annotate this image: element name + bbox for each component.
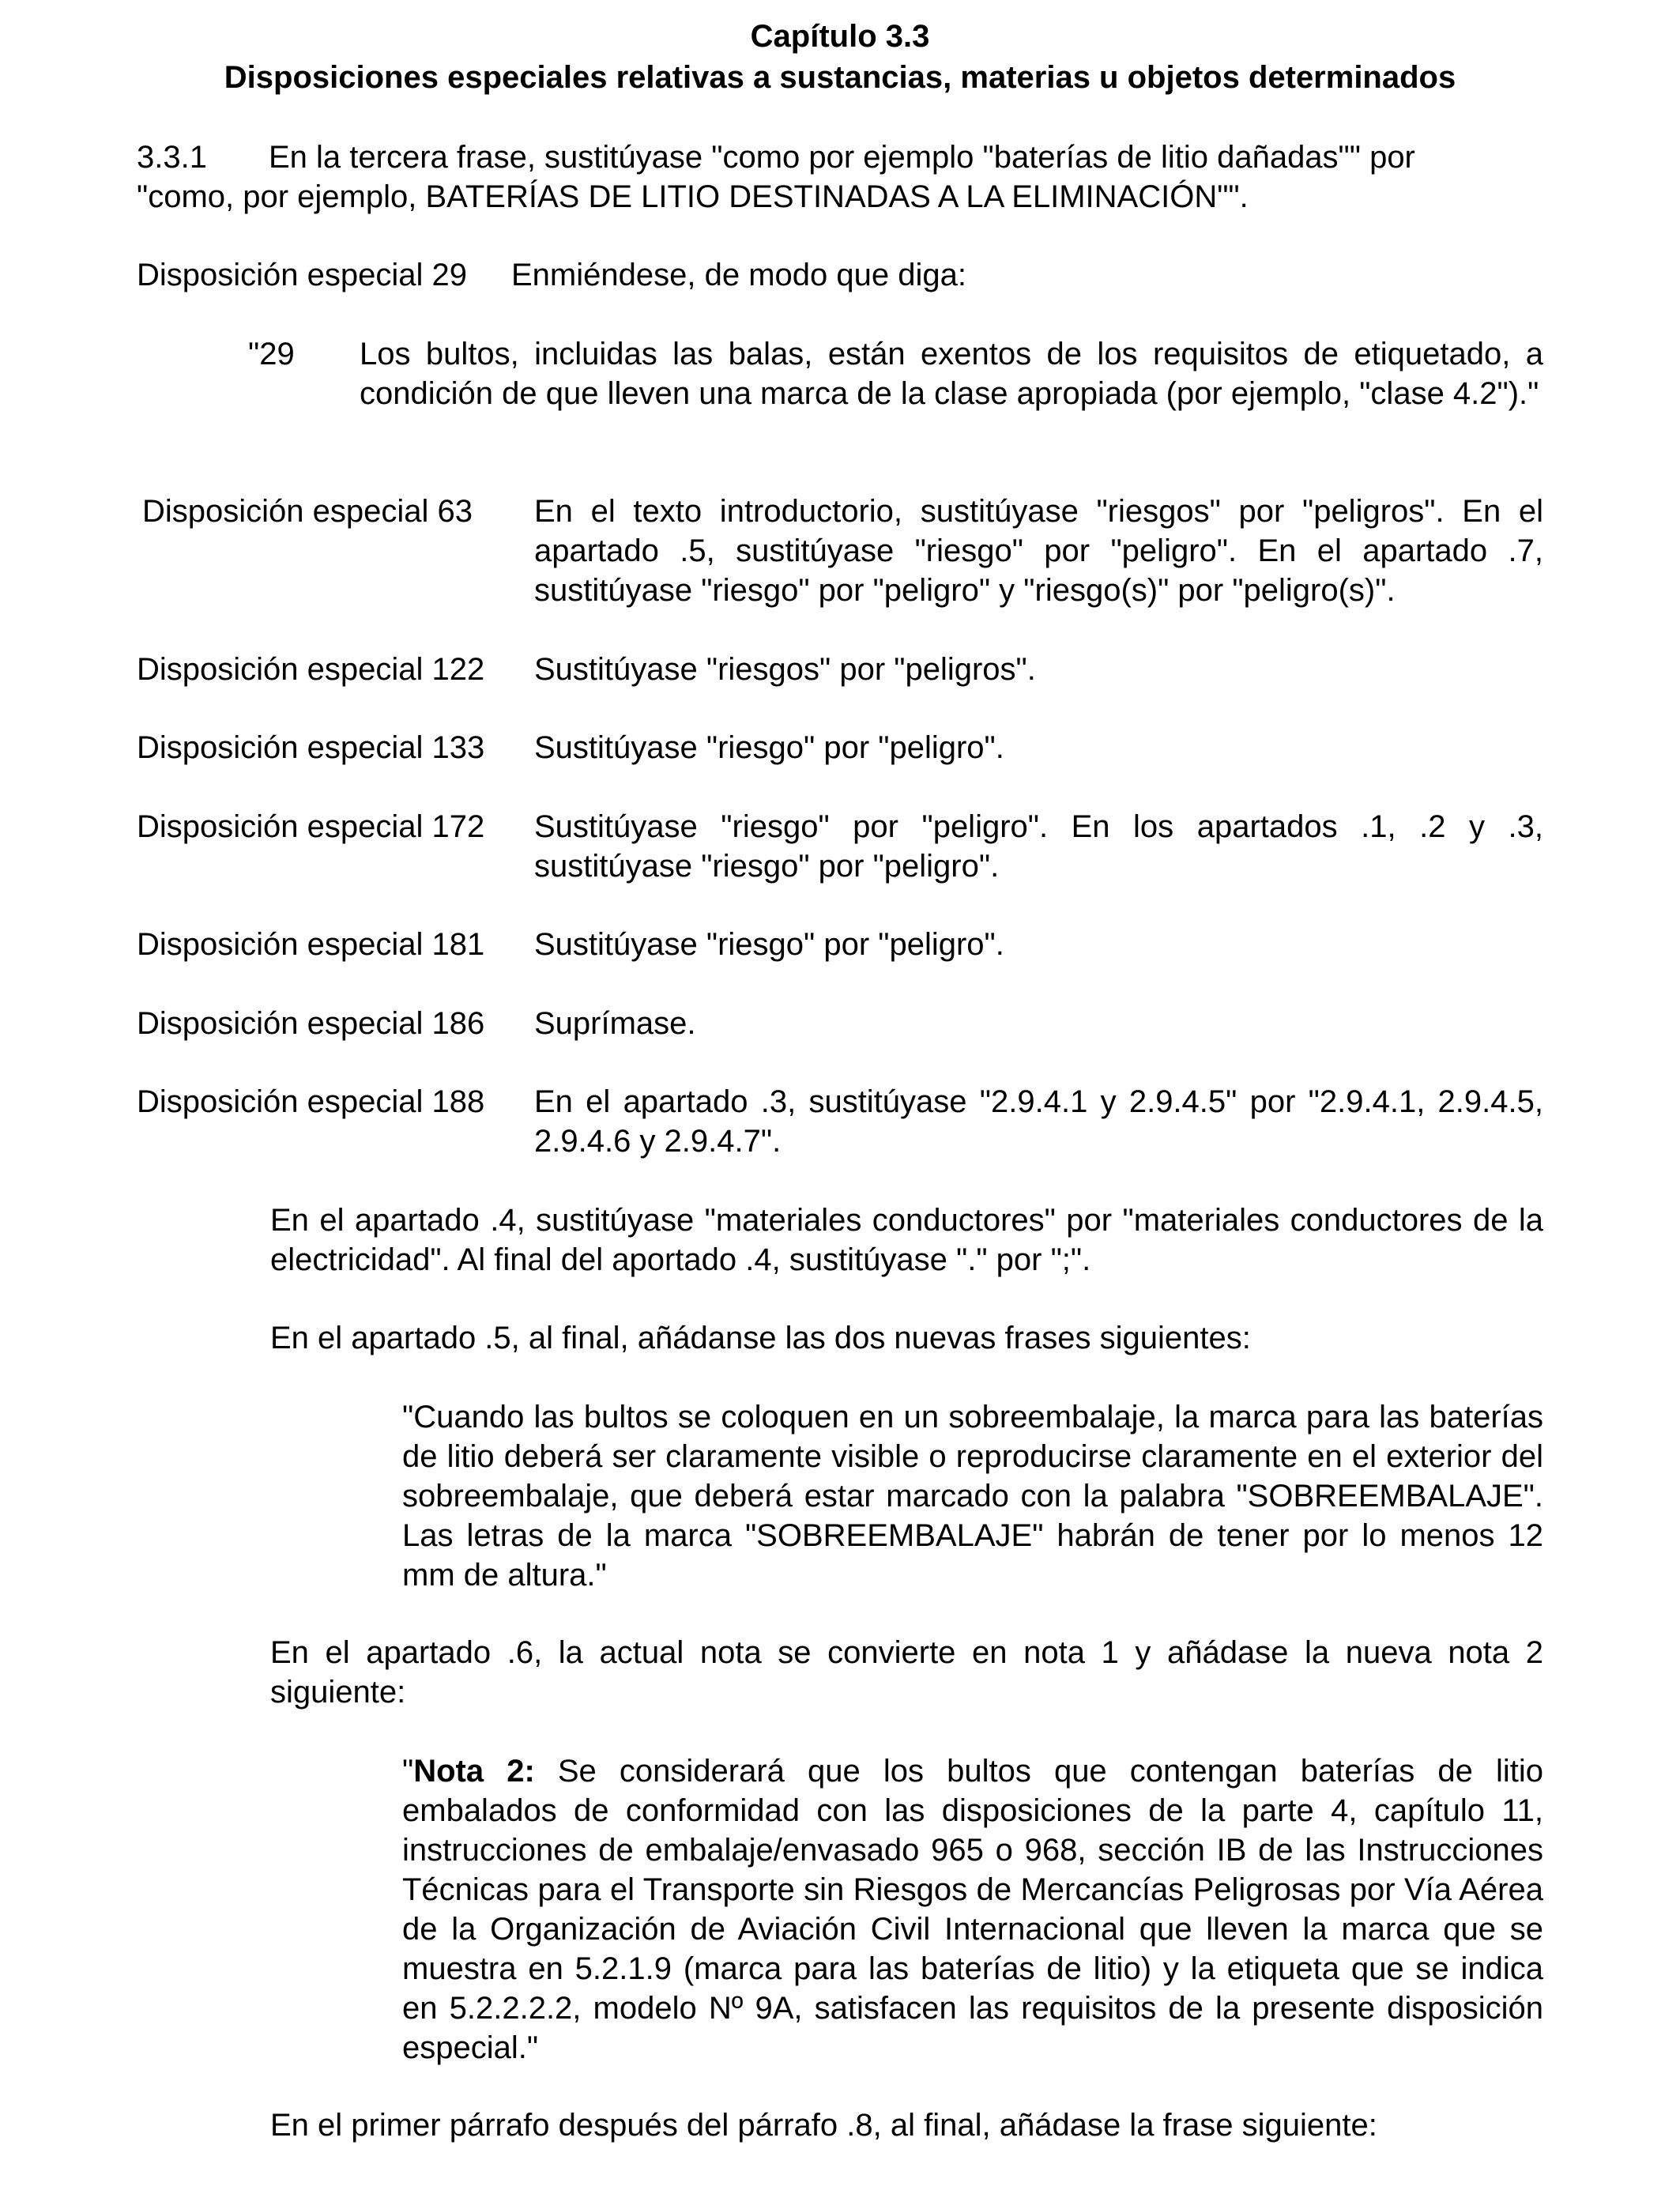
section-331-line2: "como, por ejemplo, BATERÍAS DE LITIO DESTINADAS A LA ELIMINACIÓN"". xyxy=(137,179,1249,214)
sp186-text: Suprímase. xyxy=(534,1006,696,1041)
sp63-label: Disposición especial 63 xyxy=(142,494,473,529)
sp188-paragraph-5: En el apartado .5, al final, añádanse las dos nuevas frases siguientes: xyxy=(270,1321,1251,1355)
chapter-title: Disposiciones especiales relativas a sustancias, materias u objetos determinados xyxy=(224,60,1456,95)
sp181-text: Sustitúyase "riesgo" por "peligro". xyxy=(534,927,1004,962)
section-331-line1: En la tercera frase, sustitúyase "como por ejemplo "baterías de litio dañadas"" por xyxy=(269,140,1415,175)
sp122-text: Sustitúyase "riesgos" por "peligros". xyxy=(534,652,1036,687)
sp133-label: Disposición especial 133 xyxy=(137,730,485,765)
sp133-text: Sustitúyase "riesgo" por "peligro". xyxy=(534,730,1004,765)
note2-open-quote: " xyxy=(402,1754,414,1789)
sp29-instruction: Enmiéndese, de modo que diga: xyxy=(511,258,966,292)
sp188-paragraph-8: En el primer párrafo después del párrafo .8, al final, añádase la frase siguiente: xyxy=(270,2108,1377,2143)
sp29-quote-text: Los bultos, incluidas las balas, están exentos de los requisitos de etiquetado, a condición de que lleven una marca de la clase apropiada (por ejemplo, "clase 4.2")." xyxy=(360,337,1543,411)
chapter-number: Capítulo 3.3 xyxy=(750,19,930,54)
sp29-quote-number: "29 xyxy=(248,337,295,371)
sp188-paragraph-6: En el apartado .6, la actual nota se convierte en nota 1 y añádase la nueva nota 2 siguiente: xyxy=(270,1635,1543,1710)
sp122-label: Disposición especial 122 xyxy=(137,652,485,687)
sp188-text: En el apartado .3, sustitúyase "2.9.4.1 y 2.9.4.5" por "2.9.4.1, 2.9.4.5, 2.9.4.6 y 2.9.4.7". xyxy=(534,1084,1543,1159)
sp172-text: Sustitúyase "riesgo" por "peligro". En los apartados .1, .2 y .3, sustitúyase "riesgo" por "peligro". xyxy=(534,809,1543,884)
sp188-note-2 xyxy=(402,1751,1543,2068)
note2-text: Se considerará que los bultos que contengan baterías de litio embalados de conformidad con las disposiciones de la parte 4, capítulo 11, instrucciones de embalaje/envasado 965 o 968, sección IB de las Instrucciones Técnicas para el Transporte sin Riesgos de Mercancías Peligrosas por Vía Aérea de la Organización de Aviación Civil Internacional que lleven la marca que se muestra en 5.2.1.9 (marca para las baterías de litio) y la etiqueta que se indica en 5.2.2.2.2, modelo Nº 9A, satisfacen las requisitos de la presente disposición especial." xyxy=(402,1754,1543,2065)
note2-label: Nota 2: xyxy=(413,1754,535,1789)
sp188-label: Disposición especial 188 xyxy=(137,1084,485,1119)
sp29-label: Disposición especial 29 xyxy=(137,258,468,292)
sp172-label: Disposición especial 172 xyxy=(137,809,485,844)
section-number-331: 3.3.1 xyxy=(137,140,207,175)
sp181-label: Disposición especial 181 xyxy=(137,927,485,962)
sp186-label: Disposición especial 186 xyxy=(137,1006,485,1041)
sp188-paragraph-4: En el apartado .4, sustitúyase "materiales conductores" por "materiales conductores de la electricidad". Al final del aportado .4, sustitúyase "." por ";". xyxy=(270,1203,1543,1277)
sp188-quote-paragraph-5: "Cuando las bultos se coloquen en un sobreembalaje, la marca para las baterías de litio deberá ser claramente visible o reproducirse claramente en el exterior del sobreembalaje, que deberá estar marcado con la palabra "SOBREEMBALAJE". Las letras de la marca "SOBREEMBALAJE" habrán de tener por lo menos 12 mm de altura." xyxy=(402,1400,1543,1593)
sp63-text: En el texto introductorio, sustitúyase "riesgos" por "peligros". En el apartado .5, sustitúyase "riesgo" por "peligro". En el apartado .7, sustitúyase "riesgo" por "peligro" y "riesgo(s)" por "peligro(s)". xyxy=(534,494,1543,608)
